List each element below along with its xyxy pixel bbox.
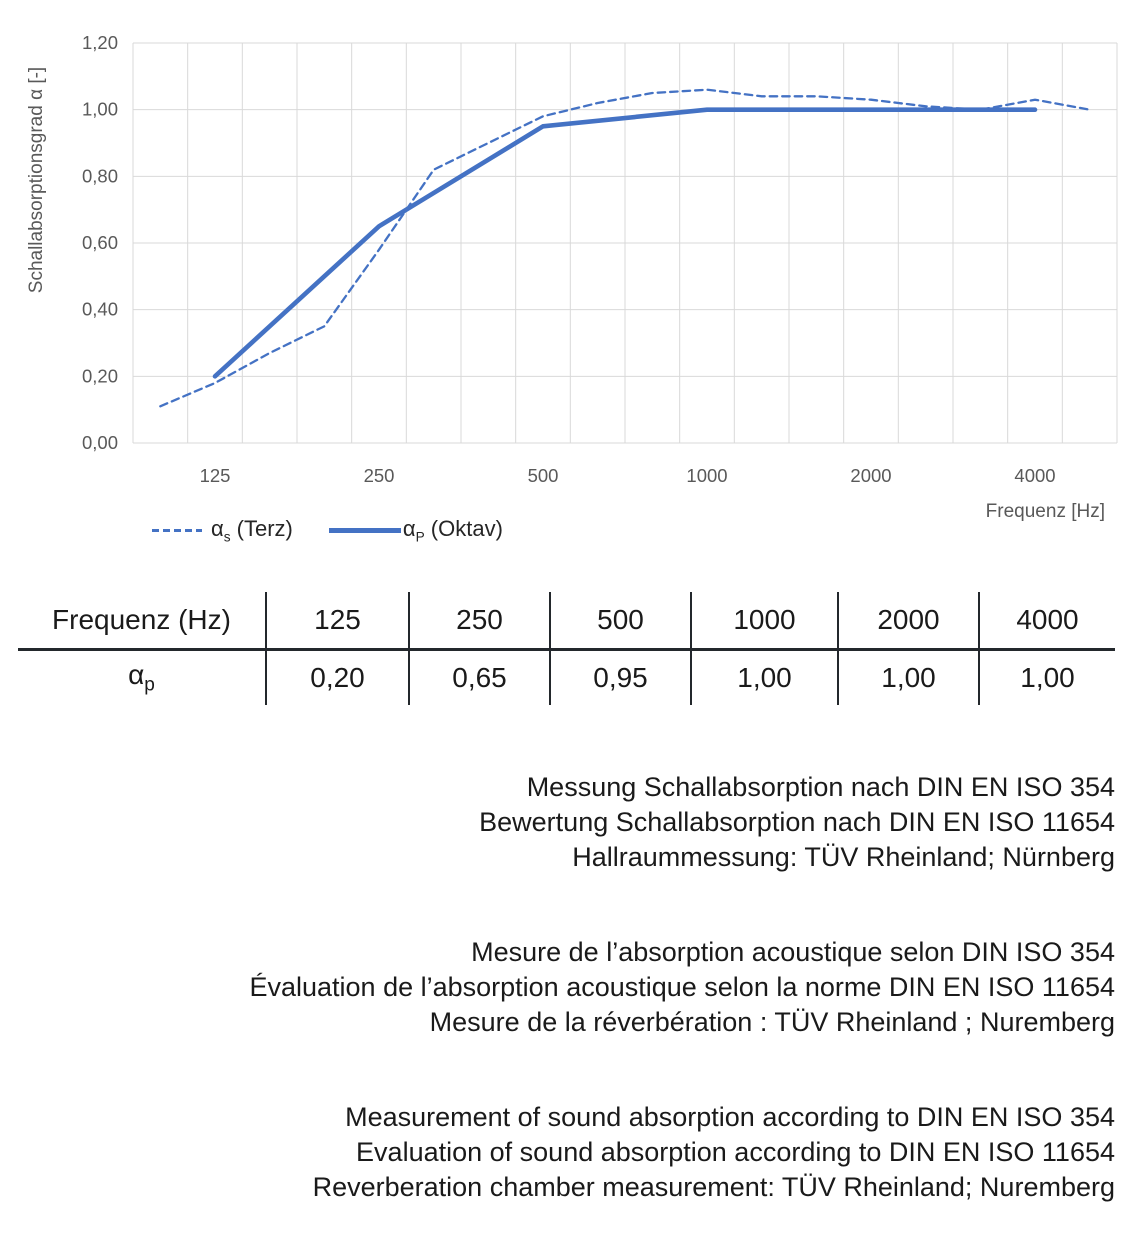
table-header-cell: Frequenz (Hz): [18, 592, 266, 650]
note-german: [0, 770, 1115, 875]
row-label-alpha-p: [18, 650, 266, 706]
table-header-cell: 4000: [979, 592, 1115, 650]
table-header-cell: 1000: [691, 592, 838, 650]
note-line: Mesure de la réverbération : TÜV Rheinland ; Nuremberg: [429, 1007, 1115, 1037]
chart-legend: [152, 514, 503, 546]
table-value-cell: 1,00: [1020, 662, 1075, 693]
alpha-p-table: [18, 592, 1115, 705]
legend-alpha: α: [402, 515, 416, 541]
x-tick-label: 500: [527, 465, 559, 486]
legend-rest-terz: (Terz): [230, 515, 293, 541]
alpha-subscript: p: [144, 674, 155, 696]
note-french: [0, 935, 1115, 1040]
y-tick-label: 0,20: [81, 365, 118, 387]
note-line: Measurement of sound absorption according to DIN EN ISO 354: [345, 1102, 1115, 1132]
table-header-row: [18, 592, 1115, 650]
legend-rest-oktav: (Oktav): [424, 515, 503, 541]
table-value-cell: 0,20: [266, 650, 409, 706]
table-value-row: [18, 650, 1115, 706]
y-tick-label: 0,80: [81, 165, 118, 187]
x-axis-title: Frequenz [Hz]: [985, 501, 1105, 522]
x-tick-label: 2000: [850, 465, 892, 486]
table-value-cell: 0,95: [550, 650, 691, 706]
y-tick-label: 0,40: [81, 298, 118, 320]
note-line: Evaluation of sound absorption according to DIN EN ISO 11654: [356, 1137, 1115, 1167]
x-tick-label: 125: [199, 465, 231, 486]
y-tick-label: 1,00: [81, 98, 118, 120]
y-axis-title: Schallabsorptionsgrad α [-]: [26, 66, 47, 294]
legend-solid-line-sample: [329, 528, 401, 533]
note-line: Reverberation chamber measurement: TÜV Rheinland; Nuremberg: [312, 1172, 1115, 1202]
y-tick-label: 0,60: [81, 232, 118, 253]
table-value-cell: 1,00: [838, 650, 979, 706]
table-header-cell: 2000: [838, 592, 979, 650]
table-header-cell: 250: [409, 592, 550, 650]
note-line: Bewertung Schallabsorption nach DIN EN ISO 11654: [479, 807, 1115, 837]
table-value-cell: 1,00: [691, 650, 838, 706]
legend-sub-p: P: [415, 529, 425, 545]
table-header-cell: 500: [550, 592, 691, 650]
alpha-symbol: α: [128, 659, 145, 691]
x-tick-label: 4000: [1014, 465, 1056, 486]
legend-alpha: α: [211, 515, 224, 541]
note-line: Mesure de l’absorption acoustique selon DIN ISO 354: [471, 937, 1115, 967]
note-english: [0, 1100, 1115, 1205]
y-tick-label: 1,20: [81, 32, 118, 53]
table-header-cell: 125: [266, 592, 409, 650]
legend-sub-s: s: [223, 529, 231, 545]
y-tick-label: 0,00: [81, 432, 118, 453]
absorption-chart: [0, 0, 1135, 495]
note-line: Hallraummessung: TÜV Rheinland; Nürnberg: [572, 842, 1115, 872]
x-tick-label: 250: [363, 465, 395, 486]
note-line: Évaluation de l’absorption acoustique selon la norme DIN EN ISO 11654: [249, 972, 1115, 1002]
legend-label-terz: [211, 516, 293, 544]
x-tick-label: 1000: [686, 465, 728, 486]
legend-label-oktav: [403, 516, 503, 544]
legend-dashed-line-sample: [152, 529, 202, 532]
table-value-cell: 0,65: [409, 650, 550, 706]
note-line: Messung Schallabsorption nach DIN EN ISO 354: [526, 772, 1115, 802]
